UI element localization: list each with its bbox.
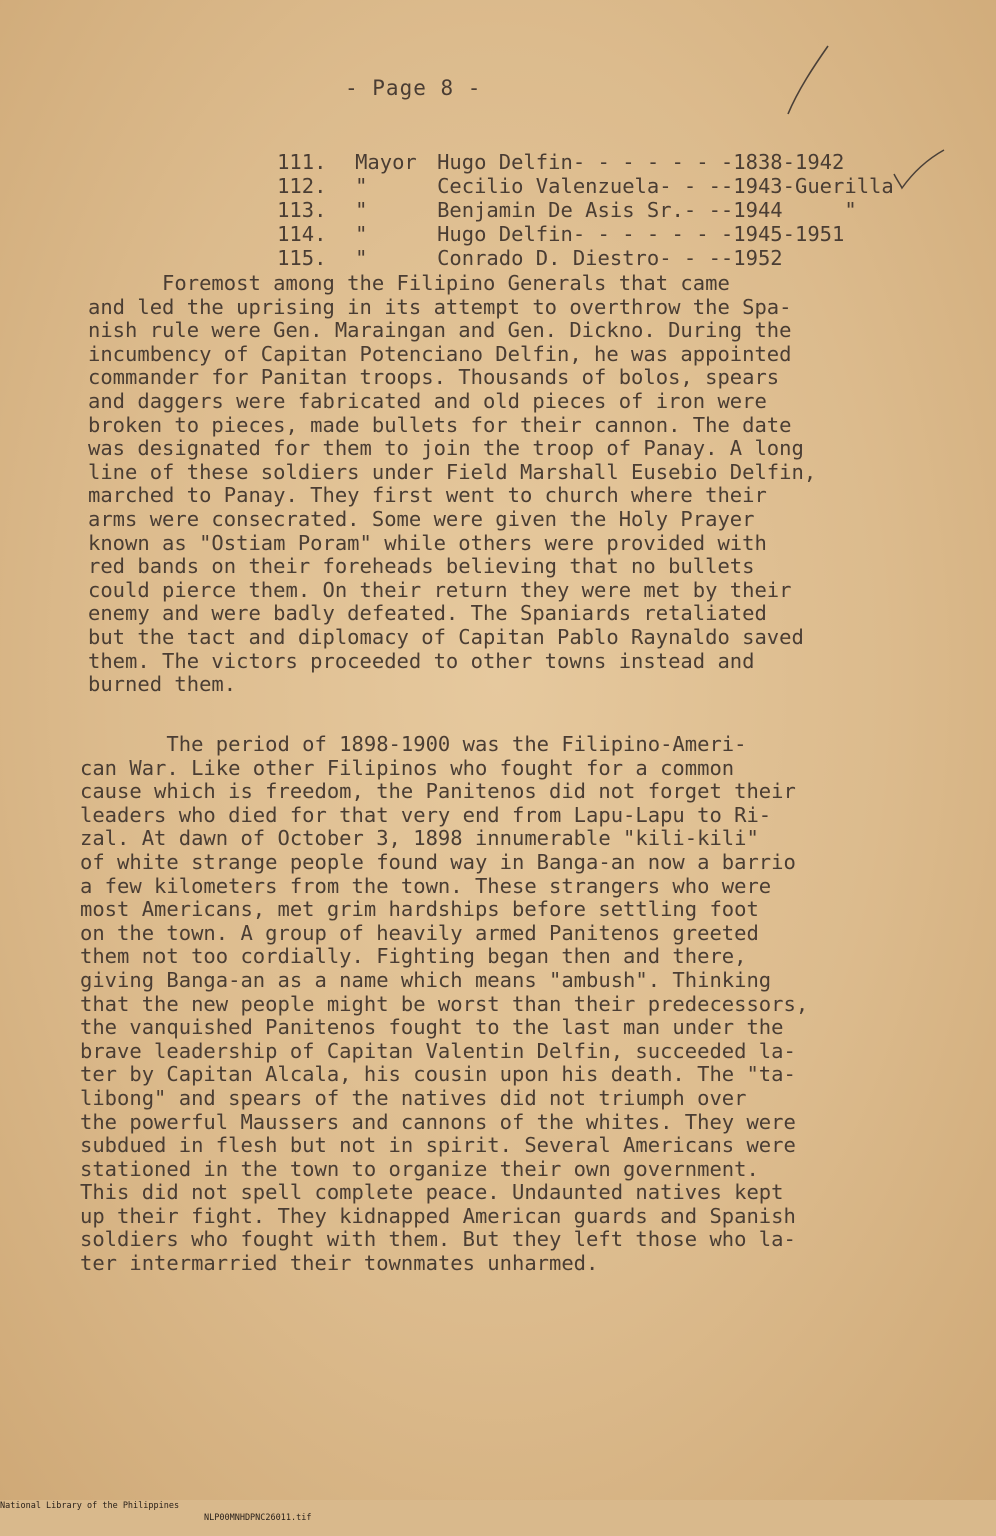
text-line: on the town. A group of heavily armed Panitenos greeted [80, 920, 759, 945]
text-line: nish rule were Gen. Maraingan and Gen. Dickno. During the [88, 318, 792, 343]
mayor-number: 115. [277, 246, 327, 270]
page-number-heading: - Page 8 - [345, 76, 482, 100]
text-line: line of these soldiers under Field Marshall Eusebio Delfin, [88, 459, 817, 484]
mayor-title: " [355, 246, 368, 270]
text-line: enemy and were badly defeated. The Spaniards retaliated [88, 601, 767, 626]
text-line: the vanquished Panitenos fought to the last man under the [80, 1015, 784, 1040]
library-credit: National Library of the Philippines [0, 1501, 180, 1511]
text-line: stationed in the town to organize their own government. [80, 1156, 759, 1181]
text-line: most Americans, met grim hardships before settling foot [80, 897, 759, 922]
text-line: them. The victors proceeded to other towns instead and [88, 648, 755, 673]
mayor-entry: Conrado D. Diestro- - --1952 [437, 246, 783, 270]
text-line: burned them. [88, 672, 237, 697]
mayor-number: 113. [277, 198, 327, 222]
text-line: zal. At dawn of October 3, 1898 innumerable "kili-kili" [80, 826, 759, 851]
text-line: the powerful Maussers and cannons of the whites. They were [80, 1109, 796, 1134]
text-line: up their fight. They kidnapped American guards and Spanish [80, 1203, 796, 1228]
mayor-number: 114. [277, 222, 327, 246]
mayor-title: " [355, 198, 368, 222]
text-line: known as "Ostiam Poram" while others were provided with [88, 530, 767, 555]
text-line: broken to pieces, made bullets for their cannon. The date [88, 412, 792, 437]
scan-filename: NLP00MNHDPNC26011.tif [204, 1513, 312, 1523]
text-line: and led the uprising in its attempt to overthrow the Spa- [88, 294, 792, 319]
text-line: red bands on their foreheads believing that no bullets [88, 554, 755, 579]
mayor-list [203, 126, 894, 270]
pen-check-mark-top [770, 40, 840, 120]
text-line: giving Banga-an as a name which means "ambush". Thinking [80, 967, 772, 992]
mayor-list-row [203, 126, 894, 174]
text-line: incumbency of Capitan Potenciano Delfin, he was appointed [88, 341, 792, 366]
mayor-title: Mayor [355, 150, 417, 174]
text-line: soldiers who fought with them. But they left those who la- [80, 1227, 796, 1252]
text-line: subdued in flesh but not in spirit. Several Americans were [80, 1133, 796, 1158]
paragraph-filipino-american-war [80, 733, 808, 1276]
text-line: ter intermarried their townmates unharmed. [80, 1251, 599, 1276]
text-line: Foremost among the Filipino Generals that came [88, 271, 730, 295]
text-line: commander for Panitan troops. Thousands of bolos, spears [88, 365, 780, 390]
text-line: them not too cordially. Fighting began then and there, [80, 944, 747, 969]
text-line: leaders who died for that very end from Lapu-Lapu to Ri- [80, 802, 772, 827]
text-line: libong" and spears of the natives did not triumph over [80, 1085, 747, 1110]
text-line: marched to Panay. They first went to church where their [88, 483, 767, 508]
mayor-entry: Hugo Delfin- - - - - - -1838-1942 [437, 150, 845, 174]
text-line: was designated for them to join the troop of Panay. A long [88, 436, 804, 461]
mayor-number: 112. [277, 174, 327, 198]
mayor-number: 111. [277, 150, 327, 174]
text-line: but the tact and diplomacy of Capitan Pablo Raynaldo saved [88, 624, 804, 649]
text-line: arms were consecrated. Some were given the Holy Prayer [88, 506, 755, 531]
text-line: This did not spell complete peace. Undaunted natives kept [80, 1180, 784, 1205]
text-line: and daggers were fabricated and old pieces of iron were [88, 388, 767, 413]
pen-check-mark-side [892, 144, 948, 194]
text-line: The period of 1898-1900 was the Filipino-Ameri- [80, 732, 747, 756]
mayor-entry: Benjamin De Asis Sr.- --1944 " [437, 198, 857, 222]
text-line: brave leadership of Capitan Valentin Delfin, succeeded la- [80, 1038, 796, 1063]
mayor-title: " [355, 174, 368, 198]
text-line: a few kilometers from the town. These strangers who were [80, 873, 772, 898]
mayor-entry: Cecilio Valenzuela- - --1943-Guerilla [437, 174, 894, 198]
mayor-title: " [355, 222, 368, 246]
text-line: ter by Capitan Alcala, his cousin upon his death. The "ta- [80, 1062, 796, 1087]
text-line: could pierce them. On their return they were met by their [88, 577, 792, 602]
scan-footer [0, 1488, 996, 1523]
mayor-entry: Hugo Delfin- - - - - - -1945-1951 [437, 222, 845, 246]
paragraph-filipino-generals [88, 272, 816, 697]
text-line: that the new people might be worst than their predecessors, [80, 991, 809, 1016]
text-line: of white strange people found way in Banga-an now a barrio [80, 849, 796, 874]
text-line: cause which is freedom, the Panitenos did not forget their [80, 779, 796, 804]
text-line: can War. Like other Filipinos who fought for a common [80, 755, 735, 780]
